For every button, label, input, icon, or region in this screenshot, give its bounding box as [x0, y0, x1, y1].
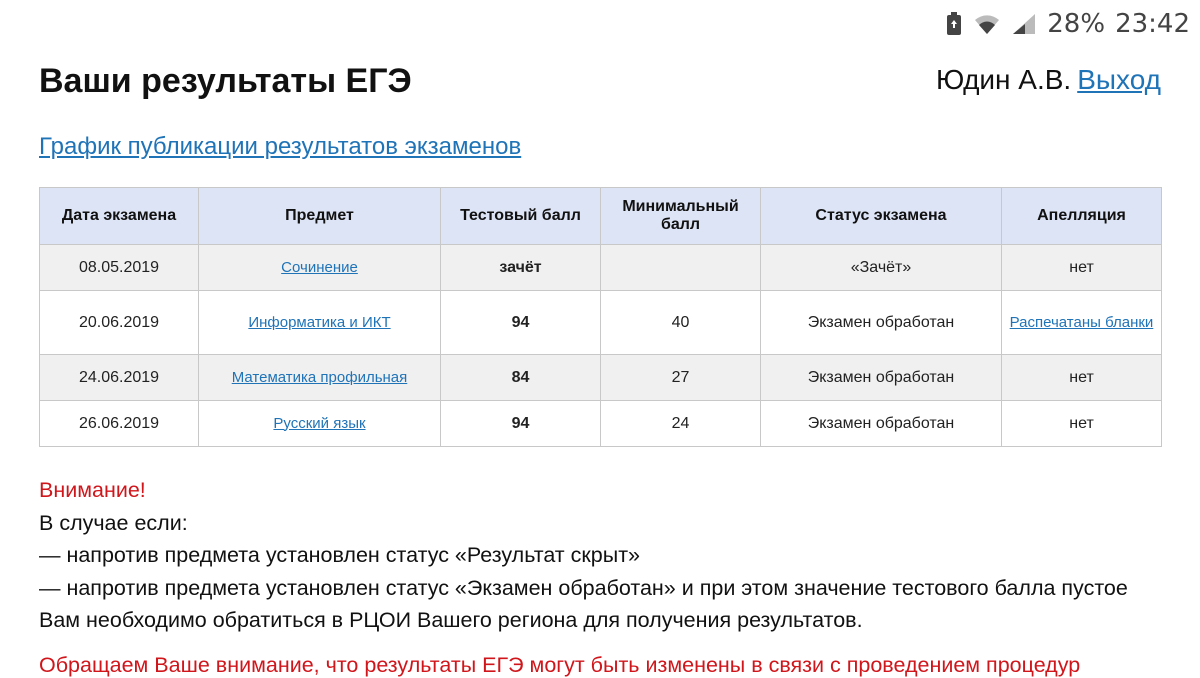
notice-item: — напротив предмета установлен статус «Экзамен обработан» и при этом значение тестового балла пустое [39, 575, 1128, 600]
table-header-row [40, 188, 1162, 245]
cell-subject [199, 291, 441, 355]
page-title: Ваши результаты ЕГЭ [39, 62, 412, 100]
subject-link[interactable]: Сочинение [281, 258, 358, 276]
cell-score: 94 [441, 291, 601, 355]
cell-min-score: 40 [601, 291, 761, 355]
notice-instruction: Вам необходимо обратиться в РЦОИ Вашего региона для получения результатов. [39, 608, 863, 632]
cell-appeal: нет [1002, 245, 1162, 291]
appeal-link[interactable]: Распечатаны бланки [1009, 313, 1154, 331]
cell-status: Экзамен обработан [761, 401, 1002, 447]
notice-item: — напротив предмета установлен статус «Результат скрыт» [39, 543, 641, 567]
cell-date: 08.05.2019 [40, 245, 199, 291]
status-bar-right [945, 6, 1190, 42]
battery-percent: 28% [1047, 9, 1106, 39]
cell-date: 24.06.2019 [40, 355, 199, 401]
cell-subject [199, 401, 441, 447]
cell-date: 26.06.2019 [40, 401, 199, 447]
cell-subject [199, 355, 441, 401]
cell-appeal: нет [1002, 355, 1162, 401]
subject-link[interactable]: Русский язык [273, 414, 366, 432]
notice-footer: Обращаем Ваше внимание, что результаты ЕГЭ могут быть изменены в связи с проведением процедур [39, 653, 1081, 677]
cell-score: зачёт [441, 245, 601, 291]
user-name: Юдин А.В. [936, 64, 1072, 95]
cell-min-score [601, 245, 761, 291]
col-header-appeal: Апелляция [1002, 188, 1162, 245]
signal-icon [1011, 12, 1037, 36]
cell-status: Экзамен обработан [761, 355, 1002, 401]
cell-appeal: нет [1002, 401, 1162, 447]
wifi-icon [973, 12, 1001, 36]
recycle-battery-icon [945, 12, 963, 36]
cell-subject [199, 245, 441, 291]
table-row [40, 401, 1162, 447]
user-area [936, 64, 1161, 96]
cell-score: 94 [441, 401, 601, 447]
table-row [40, 355, 1162, 401]
cell-score: 84 [441, 355, 601, 401]
subject-link[interactable]: Математика профильная [231, 368, 408, 386]
col-header-status: Статус экзамена [761, 188, 1002, 245]
results-schedule-link[interactable]: График публикации результатов экзаменов [39, 133, 522, 160]
subject-link[interactable]: Информатика и ИКТ [248, 313, 391, 331]
cell-date: 20.06.2019 [40, 291, 199, 355]
notice-attention: Внимание! [39, 478, 146, 502]
results-table [39, 187, 1162, 447]
col-header-subject: Предмет [199, 188, 441, 245]
cell-status: Экзамен обработан [761, 291, 1002, 355]
col-header-min-score: Минимальный балл [601, 188, 761, 245]
cell-appeal [1002, 291, 1162, 355]
col-header-date: Дата экзамена [40, 188, 199, 245]
col-header-score: Тестовый балл [441, 188, 601, 245]
status-bar [0, 0, 1200, 48]
cell-min-score: 24 [601, 401, 761, 447]
notice-intro: В случае если: [39, 510, 188, 535]
cell-status: «Зачёт» [761, 245, 1002, 291]
table-row [40, 245, 1162, 291]
clock: 23:42 [1115, 9, 1190, 39]
table-row [40, 291, 1162, 355]
cell-min-score: 27 [601, 355, 761, 401]
logout-link[interactable]: Выход [1077, 64, 1161, 95]
notice-block [39, 474, 1179, 637]
